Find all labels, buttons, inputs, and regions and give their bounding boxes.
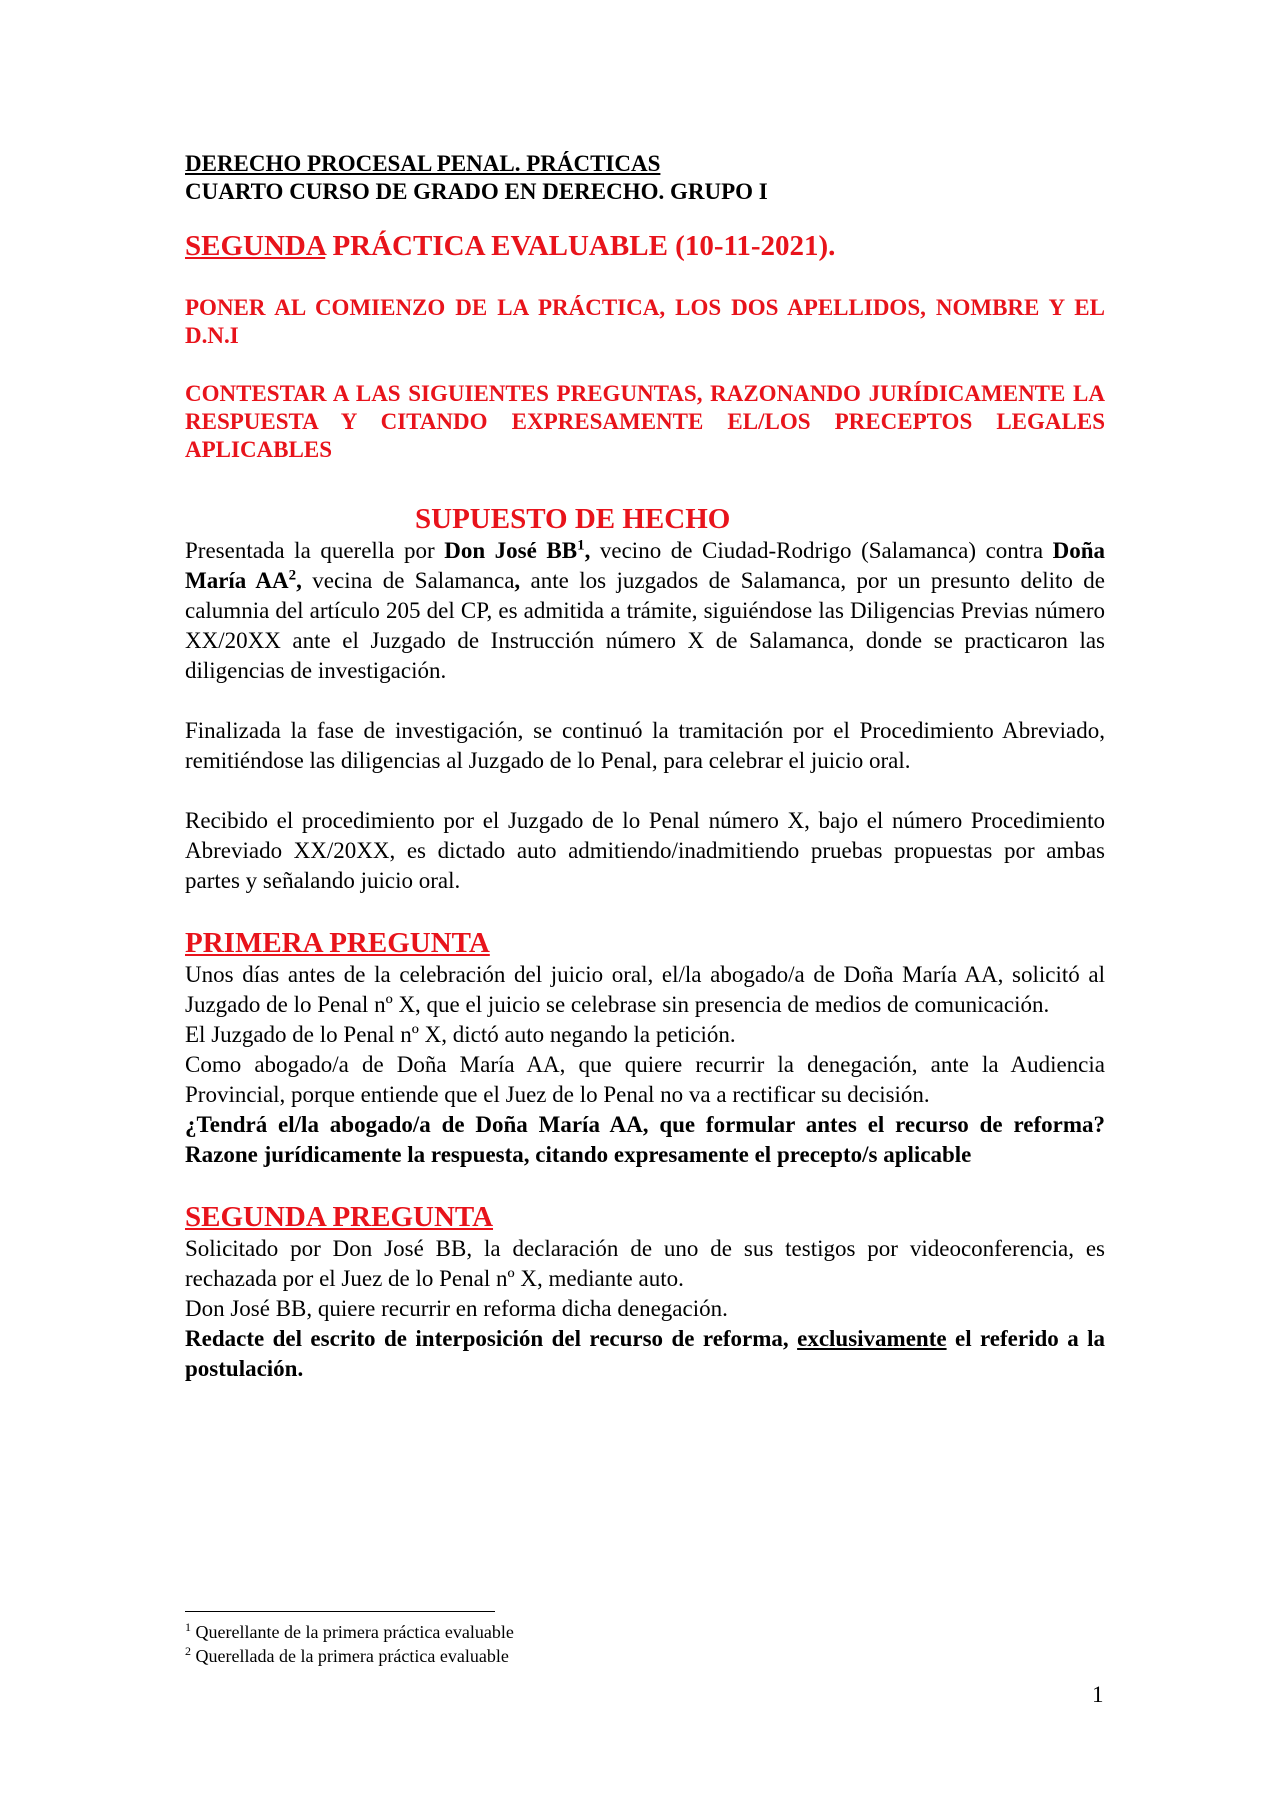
text-run: el referido a la postulación. <box>185 1326 1106 1381</box>
supuesto-paragraph-2: Finalizada la fase de investigación, se continuó la tramitación por el Procedimiento Abreviado, remitiéndose las diligencias al Juzgado de lo Penal, para celebrar el juicio oral. <box>185 718 1105 773</box>
footnotes <box>185 1620 514 1668</box>
footnote-text: Querellante de la primera práctica evaluable <box>191 1622 514 1642</box>
document-page <box>185 150 1105 1384</box>
text-run: , <box>584 538 591 563</box>
instruction-name-id: PONER AL COMIENZO DE LA PRÁCTICA, LOS DOS APELLIDOS, NOMBRE Y EL D.N.I <box>185 295 1105 348</box>
party-name-jose: Don José BB <box>444 538 578 563</box>
question-1-prompt: ¿Tendrá el/la abogado/a de Doña María AA, que formular antes el recurso de reforma? Razone jurídicamente la respuesta, citando expresamente el precepto/s aplicable <box>185 1112 1105 1167</box>
footnote-separator <box>185 1611 495 1612</box>
text-run: vecina de Salamanca <box>301 568 515 593</box>
text-run: vecino de Ciudad-Rodrigo (Salamanca) contra <box>590 538 1053 563</box>
text-run: Presentada la querella por <box>185 538 445 563</box>
question-1-heading: PRIMERA PREGUNTA <box>185 927 490 959</box>
question-1-paragraph-3: Como abogado/a de Doña María AA, que quiere recurrir la denegación, ante la Audiencia Provincial, porque entiende que el Juez de lo Penal no va a rectificar su decisión. <box>185 1052 1105 1107</box>
practice-title <box>185 228 1105 264</box>
question-1-paragraph-1: Unos días antes de la celebración del juicio oral, el/la abogado/a de Doña María AA, solicitó al Juzgado de lo Penal nº X, que el juicio se celebrase sin presencia de medios de comunicación. <box>185 962 1105 1017</box>
text-run: , <box>514 568 521 593</box>
supuesto-heading: SUPUESTO DE HECHO <box>415 503 731 535</box>
practice-title-rest: PRÁCTICA EVALUABLE (10-11-2021). <box>325 230 836 262</box>
footnote-1 <box>185 1620 514 1644</box>
course-title: DERECHO PROCESAL PENAL. PRÁCTICAS <box>185 151 661 176</box>
text-run: ante los juzgados de Salamanca, por un presunto delito de calumnia del artículo 205 del CP, es admitida a trámite, siguiéndose las Diligencias Previas número XX/20XX ante el Juzgado de Instrucción número X de Salamanca, donde se practicaron las diligencias de investigación. <box>185 568 1106 683</box>
course-subtitle: CUARTO CURSO DE GRADO EN DERECHO. GRUPO I <box>185 179 768 204</box>
question-2-prompt <box>185 1324 1105 1384</box>
footnote-number: 2 <box>185 1644 191 1658</box>
footnote-ref-1: 1 <box>577 537 585 554</box>
footnote-text: Querellada de la primera práctica evaluable <box>191 1646 509 1666</box>
supuesto-paragraph-3: Recibido el procedimiento por el Juzgado de lo Penal número X, bajo el número Procedimiento Abreviado XX/20XX, es dictado auto admitiendo/inadmitiendo pruebas propuestas por ambas partes y señalando juicio oral. <box>185 808 1105 893</box>
text-run: , <box>296 568 302 593</box>
question-2-paragraph-1: Solicitado por Don José BB, la declaración de uno de sus testigos por videoconferencia, es rechazada por el Juez de lo Penal nº X, mediante auto. <box>185 1236 1105 1291</box>
supuesto-paragraph-1 <box>185 536 1105 686</box>
emphasis-exclusivamente: exclusivamente <box>797 1326 947 1351</box>
question-1-paragraph-2: El Juzgado de lo Penal nº X, dictó auto negando la petición. <box>185 1022 736 1047</box>
party-name-maria: Doña María AA <box>185 538 1106 593</box>
page-number: 1 <box>1092 1682 1104 1707</box>
instruction-answer: CONTESTAR A LAS SIGUIENTES PREGUNTAS, RAZONANDO JURÍDICAMENTE LA RESPUESTA Y CITANDO EXPRESAMENTE EL/LOS PRECEPTOS LEGALES APLICABLES <box>185 381 1105 462</box>
footnote-2 <box>185 1644 514 1668</box>
question-2-paragraph-2: Don José BB, quiere recurrir en reforma dicha denegación. <box>185 1296 728 1321</box>
question-2-heading: SEGUNDA PREGUNTA <box>185 1201 494 1233</box>
text-run: Redacte del escrito de interposición del recurso de reforma, <box>185 1326 798 1351</box>
footnote-ref-2: 2 <box>288 567 297 584</box>
footnote-number: 1 <box>185 1620 191 1634</box>
practice-title-ordinal: SEGUNDA <box>185 230 326 262</box>
